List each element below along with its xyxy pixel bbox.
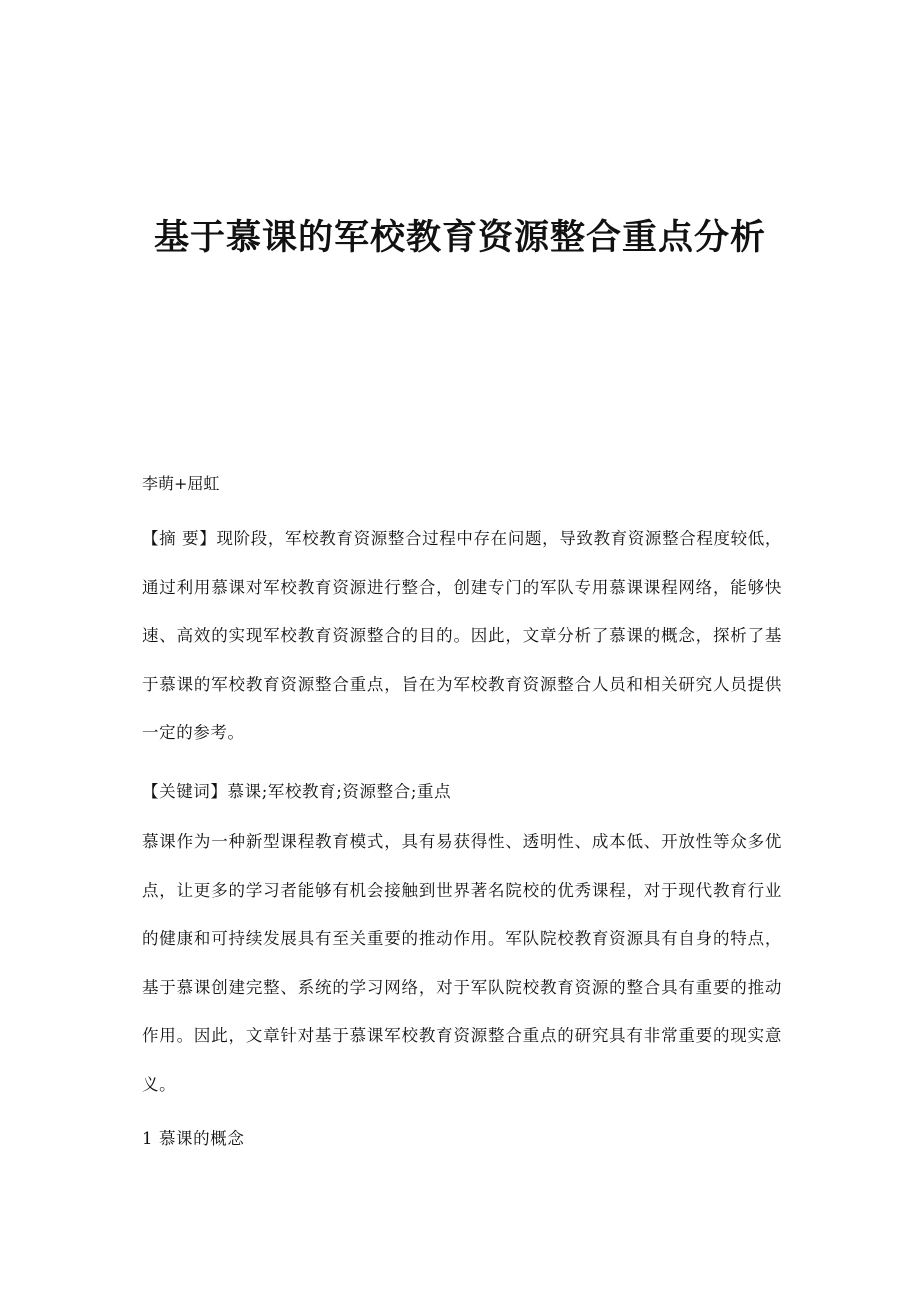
document-title: 基于慕课的军校教育资源整合重点分析	[153, 218, 766, 258]
author-line: 李萌+屈虹	[142, 474, 220, 493]
keywords-label: 【关键词】	[142, 782, 228, 801]
abstract-paragraph	[142, 515, 782, 758]
keywords-paragraph	[142, 768, 782, 817]
abstract-label: 【摘 要】	[142, 529, 217, 548]
abstract-text: 现阶段，军校教育资源整合过程中存在问题，导致教育资源整合程度较低，通过利用慕课对军校教育资源进行整合，创建专门的军队专用慕课课程网络，能够快速、高效的实现军校教育资源整合的目的。因此，文章分析了慕课的概念，探析了基于慕课的军校教育资源整合重点，旨在为军校教育资源整合人员和相关研究人员提供一定的参考。	[142, 529, 782, 742]
intro-paragraph: 慕课作为一种新型课程教育模式，具有易获得性、透明性、成本低、开放性等众多优点，让更多的学习者能够有机会接触到世界著名院校的优秀课程，对于现代教育行业的健康和可持续发展具有至关重要的推动作用。军队院校教育资源具有自身的特点，基于慕课创建完整、系统的学习网络，对于军队院校教育资源的整合具有重要的推动作用。因此，文章针对基于慕课军校教育资源整合重点的研究具有非常重要的现实意义。	[142, 832, 782, 1094]
keywords-text: 慕课;军校教育;资源整合;重点	[227, 782, 452, 801]
section-heading: 1 慕课的概念	[142, 1129, 245, 1148]
